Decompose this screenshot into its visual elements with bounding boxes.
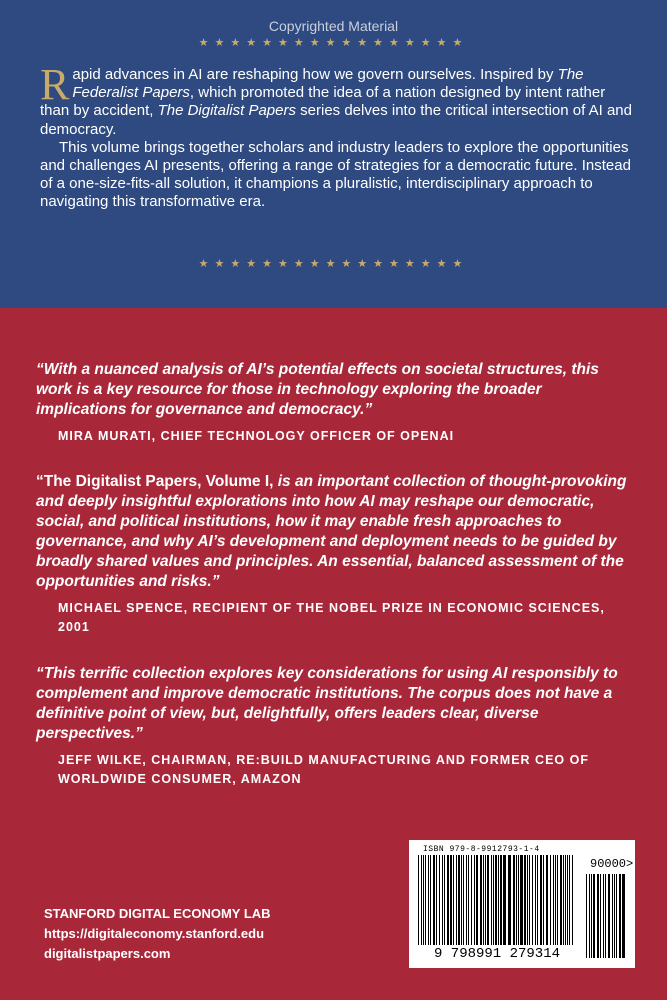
barcode-bar bbox=[433, 855, 435, 945]
description-paragraph-1: Rapid advances in AI are reshaping how we govern ourselves. Inspired by The Federalist Papers, which promoted the idea of a nation designed by intent rather than by accident, The Digitalist Papers series delves into the critical intersection of AI and democracy. bbox=[40, 60, 632, 138]
barcode-bar bbox=[436, 855, 437, 945]
barcode-bar bbox=[560, 855, 562, 945]
barcode-bar bbox=[444, 855, 445, 945]
barcode-bar bbox=[619, 874, 621, 958]
barcode-bar bbox=[485, 855, 486, 945]
barcode-bar bbox=[572, 855, 573, 945]
barcode-bar bbox=[461, 855, 462, 945]
endorsement-quote bbox=[36, 360, 636, 446]
isbn-barcode bbox=[409, 840, 635, 968]
drop-cap: R bbox=[40, 60, 70, 109]
quote-attribution: MICHAEL SPENCE, RECIPIENT OF THE NOBEL PRIZE IN ECONOMIC SCIENCES, 2001 bbox=[58, 601, 605, 634]
barcode-bar bbox=[487, 855, 489, 945]
blue-blurb-panel bbox=[0, 0, 667, 308]
barcode-bar bbox=[418, 855, 419, 945]
quote-text: “With a nuanced analysis of AI’s potential effects on societal structures, this work is a key resource for those in technology exploring the broader implications for governance and democracy.” bbox=[36, 361, 599, 418]
isbn-label: ISBN 979-8-9912793-1-4 bbox=[423, 845, 540, 854]
barcode-bar bbox=[453, 855, 454, 945]
barcode-bar bbox=[535, 855, 536, 945]
barcode-bars bbox=[417, 855, 577, 947]
publisher-info bbox=[44, 904, 271, 964]
star-divider-top: ★★★★★★★★★★★★★★★★★ bbox=[198, 37, 469, 49]
barcode-bar bbox=[557, 855, 558, 945]
barcode-bar bbox=[597, 874, 599, 958]
barcode-bar bbox=[468, 855, 469, 945]
endorsement-quote bbox=[36, 664, 636, 789]
quote-text: “The Digitalist Papers, Volume I, is an important collection of thought-provoking and deeply insightful explorations into how AI may reshape our democratic, social, and political institutions, how it may enable fresh approaches to governance, and why AI’s development and deployment needs to be guided by broadly shared values and principles. An essential, balanced assessment of the opportunities and risks.” bbox=[36, 473, 627, 590]
barcode-bar bbox=[520, 855, 523, 945]
barcode-bar bbox=[428, 855, 429, 945]
red-endorsement-panel bbox=[0, 308, 667, 1000]
book-description bbox=[40, 60, 632, 212]
barcode-bar bbox=[616, 874, 617, 958]
barcode-bar bbox=[513, 855, 515, 945]
publisher-url: https://digitaleconomy.stanford.edu bbox=[44, 926, 265, 941]
federalist-papers-title: The Federalist Papers bbox=[72, 66, 584, 102]
publisher-name: STANFORD DIGITAL ECONOMY LAB bbox=[44, 906, 271, 921]
quote-text: “This terrific collection explores key considerations for using AI responsibly to complement and improve democratic institutions. The corpus does not have a definitive point of view, but, delightfully, offers leaders clear, diverse perspectives.” bbox=[36, 665, 618, 742]
barcode-bar bbox=[430, 855, 431, 945]
barcode-bar bbox=[442, 855, 443, 945]
barcode-bar bbox=[612, 874, 613, 958]
barcode-bar bbox=[529, 855, 530, 945]
quote-book-title: “The Digitalist Papers, Volume I, bbox=[36, 473, 274, 490]
barcode-number: 9 798991 279314 bbox=[433, 946, 561, 962]
digitalist-papers-title: The Digitalist Papers bbox=[157, 102, 296, 120]
barcode-bar bbox=[516, 855, 517, 945]
quote-attribution: MIRA MURATI, CHIEF TECHNOLOGY OFFICER OF OPENAI bbox=[58, 429, 455, 443]
barcode-bar bbox=[491, 855, 492, 945]
barcode-bar bbox=[593, 874, 595, 958]
barcode-bar bbox=[546, 855, 548, 945]
barcode-bar bbox=[586, 874, 587, 958]
price-addon-label: 90000> bbox=[590, 857, 634, 871]
barcode-bar bbox=[543, 855, 544, 945]
star-divider-bottom: ★★★★★★★★★★★★★★★★★ bbox=[198, 258, 469, 270]
barcode-bar bbox=[480, 855, 482, 945]
barcode-bar bbox=[474, 855, 475, 945]
barcode-bar bbox=[439, 855, 440, 945]
barcode-bar bbox=[537, 855, 538, 945]
barcode-bar bbox=[622, 874, 625, 958]
barcode-bar bbox=[553, 855, 554, 945]
barcode-bar bbox=[425, 855, 426, 945]
barcode-bar bbox=[555, 855, 556, 945]
barcode-bar bbox=[540, 855, 542, 945]
barcode-bar bbox=[605, 874, 606, 958]
website-url: digitalistpapers.com bbox=[44, 946, 171, 961]
barcode-bar bbox=[567, 855, 568, 945]
barcode-bar bbox=[498, 855, 499, 945]
barcode-bar bbox=[563, 855, 564, 945]
barcode-bar bbox=[527, 855, 528, 945]
barcode-bar bbox=[476, 855, 478, 945]
barcode-bar bbox=[447, 855, 449, 945]
barcode-bar bbox=[450, 855, 452, 945]
barcode-bar bbox=[550, 855, 551, 945]
barcode-bar bbox=[423, 855, 424, 945]
barcode-bar bbox=[471, 855, 472, 945]
barcode-bar bbox=[569, 855, 570, 945]
barcode-bar bbox=[500, 855, 502, 945]
addon-barcode-bars bbox=[585, 874, 629, 958]
barcode-bar bbox=[493, 855, 494, 945]
barcode-bar bbox=[456, 855, 457, 945]
barcode-bar bbox=[603, 874, 604, 958]
barcode-bar bbox=[495, 855, 497, 945]
barcode-bar bbox=[463, 855, 464, 945]
barcode-bar bbox=[532, 855, 533, 945]
barcode-bar bbox=[518, 855, 519, 945]
barcode-bar bbox=[466, 855, 467, 945]
barcode-bar bbox=[458, 855, 460, 945]
barcode-bar bbox=[565, 855, 566, 945]
barcode-bar bbox=[600, 874, 601, 958]
barcode-bar bbox=[503, 855, 506, 945]
barcode-bar bbox=[591, 874, 592, 958]
barcode-bar bbox=[589, 874, 590, 958]
barcode-bar bbox=[614, 874, 615, 958]
barcode-bar bbox=[483, 855, 484, 945]
description-paragraph-2: This volume brings together scholars and industry leaders to explore the opportunities and challenges AI presents, offering a range of strategies for a democratic future. Instead of a one-size-fits-all solution, it champions a pluralistic, interdisciplinary approach to navigating this transformative era. bbox=[40, 138, 631, 211]
barcode-bar bbox=[524, 855, 526, 945]
quote-attribution: JEFF WILKE, CHAIRMAN, RE:BUILD MANUFACTURING AND FORMER CEO OF WORLDWIDE CONSUMER, AMAZON bbox=[58, 753, 589, 786]
barcode-bar bbox=[508, 855, 511, 945]
barcode-bar bbox=[421, 855, 422, 945]
copyright-notice: Copyrighted Material bbox=[268, 18, 399, 34]
barcode-bar bbox=[608, 874, 610, 958]
endorsement-quote bbox=[36, 472, 636, 637]
